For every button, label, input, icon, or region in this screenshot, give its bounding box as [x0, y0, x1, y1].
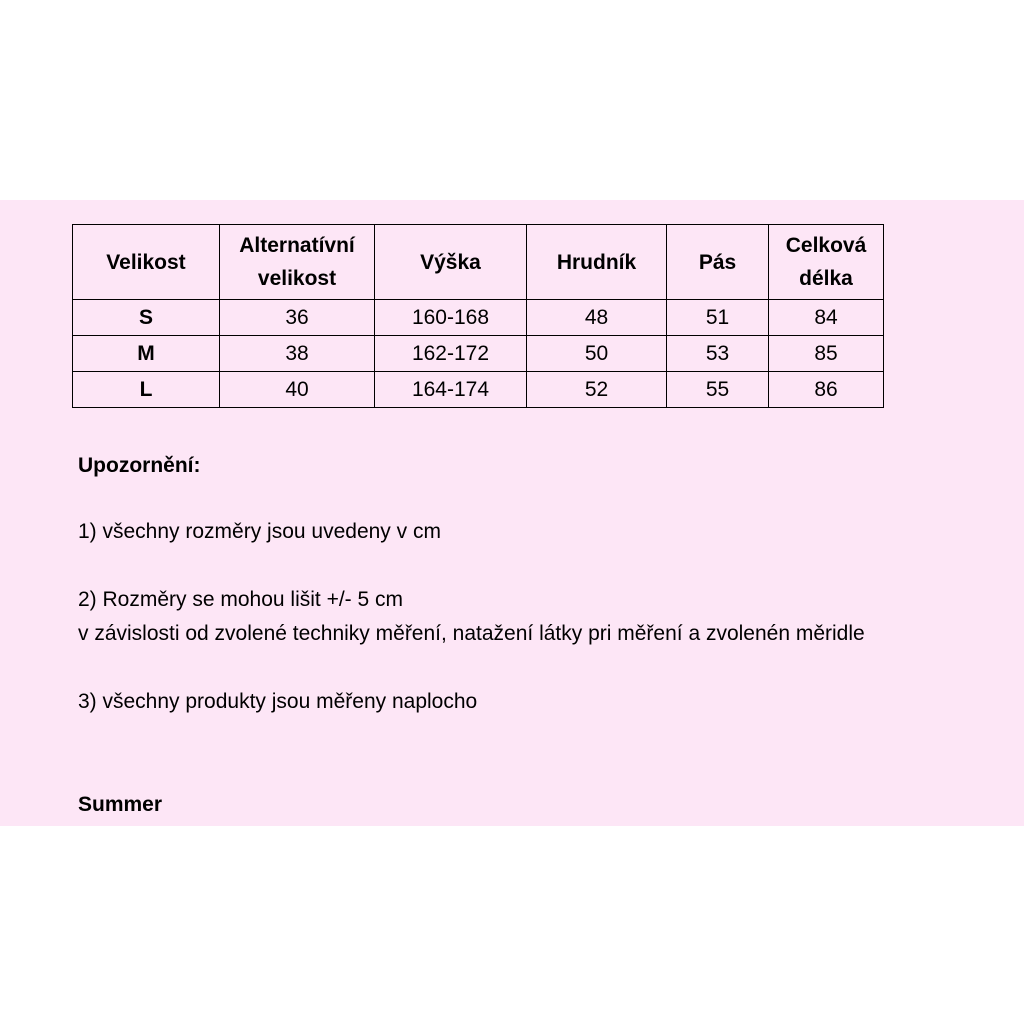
note-item-3: 3) všechny produkty jsou měřeny naplocho	[78, 690, 478, 713]
cell-height: 160-168	[375, 300, 527, 336]
cell-alt-size: 36	[220, 300, 375, 336]
note-item-1: 1) všechny rozměry jsou uvedeny v cm	[78, 520, 441, 543]
cell-size: S	[73, 300, 220, 336]
cell-chest: 50	[527, 336, 667, 372]
cell-length: 86	[769, 372, 884, 408]
cell-length: 85	[769, 336, 884, 372]
cell-length: 84	[769, 300, 884, 336]
header-pas: Pás	[667, 225, 769, 300]
cell-waist: 51	[667, 300, 769, 336]
table-row	[73, 336, 884, 372]
cell-height: 164-174	[375, 372, 527, 408]
footer-label: Summer	[78, 793, 163, 816]
table-row	[73, 372, 884, 408]
size-table	[72, 224, 884, 408]
note-item-2-line-1: 2) Rozměry se mohou lišit +/- 5 cm	[78, 588, 404, 611]
cell-alt-size: 38	[220, 336, 375, 372]
cell-waist: 55	[667, 372, 769, 408]
notes-heading: Upozornění:	[78, 454, 201, 477]
size-chart-panel	[0, 200, 1024, 826]
cell-waist: 53	[667, 336, 769, 372]
cell-chest: 52	[527, 372, 667, 408]
cell-height: 162-172	[375, 336, 527, 372]
header-celkova-delka: Celková délka	[769, 225, 884, 300]
header-vyska: Výška	[375, 225, 527, 300]
table-header-row	[73, 225, 884, 300]
header-hrudnik: Hrudník	[527, 225, 667, 300]
header-alternativni-velikost: Alternatívní velikost	[220, 225, 375, 300]
table-row	[73, 300, 884, 336]
note-item-2-line-2: v závislosti od zvolené techniky měření, natažení látky pri měření a zvolenén měridle	[78, 622, 865, 645]
header-velikost: Velikost	[73, 225, 220, 300]
cell-size: M	[73, 336, 220, 372]
cell-chest: 48	[527, 300, 667, 336]
cell-alt-size: 40	[220, 372, 375, 408]
cell-size: L	[73, 372, 220, 408]
